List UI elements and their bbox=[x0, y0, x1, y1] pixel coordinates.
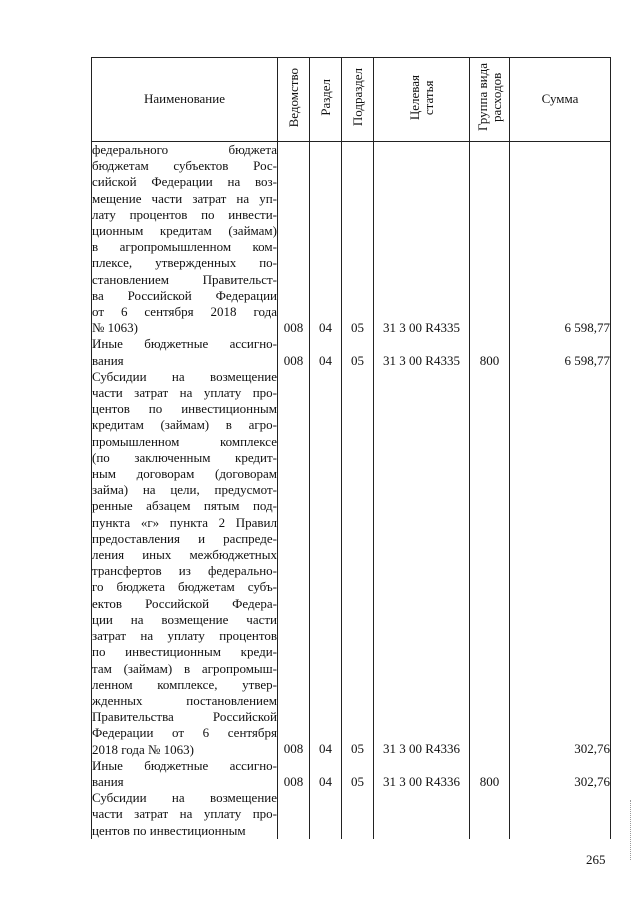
name-line: вания bbox=[92, 352, 124, 368]
table-row bbox=[92, 369, 611, 758]
cell-gruppa bbox=[470, 336, 510, 368]
cell-podrazdel bbox=[342, 142, 374, 337]
table-row bbox=[92, 336, 611, 368]
name-line: трансфертов из федерально- bbox=[92, 563, 277, 579]
value-celevaya: 31 3 00 R4336 bbox=[383, 741, 460, 757]
cell-celevaya bbox=[374, 142, 470, 337]
header-name: Наименование bbox=[92, 58, 278, 142]
cell-gruppa bbox=[470, 790, 510, 839]
value-razdel: 04 bbox=[319, 741, 332, 757]
name-line: сийской Федерации на воз- bbox=[92, 174, 277, 190]
name-line: становлением Правительст- bbox=[92, 271, 277, 287]
value-summa: 6 598,77 bbox=[564, 320, 610, 336]
name-line: от 6 сентября 2018 года bbox=[92, 304, 277, 320]
cell-name bbox=[92, 369, 278, 758]
cell-gruppa bbox=[470, 758, 510, 790]
cell-summa bbox=[510, 758, 611, 790]
value-razdel: 04 bbox=[319, 352, 332, 368]
name-line: федерального бюджета bbox=[92, 142, 277, 157]
value-podrazdel: 05 bbox=[351, 320, 364, 336]
value-vedomstvo: 008 bbox=[283, 773, 304, 789]
name-line: центов по инвестиционным bbox=[92, 401, 277, 417]
name-line: там (займам) в агропромыш- bbox=[92, 660, 277, 676]
scan-edge-mark bbox=[630, 800, 632, 860]
value-summa: 6 598,77 bbox=[564, 352, 610, 368]
name-line: ления иных межбюджетных bbox=[92, 547, 277, 563]
cell-summa bbox=[510, 142, 611, 337]
name-line: Федерации от 6 сентября bbox=[92, 725, 277, 741]
value-vedomstvo: 008 bbox=[283, 352, 304, 368]
cell-celevaya bbox=[374, 790, 470, 839]
name-line: Иные бюджетные ассигно- bbox=[92, 336, 277, 352]
cell-vedomstvo bbox=[278, 336, 310, 368]
name-line: пункта «г» пункта 2 Правил bbox=[92, 514, 277, 530]
cell-celevaya bbox=[374, 758, 470, 790]
name-line: ектов Российской Федера- bbox=[92, 595, 277, 611]
name-line: затрат на уплату процентов bbox=[92, 628, 277, 644]
name-line: части затрат на уплату про- bbox=[92, 806, 277, 822]
value-celevaya: 31 3 00 R4336 bbox=[383, 773, 460, 789]
header-vedomstvo: Ведомство bbox=[278, 58, 310, 142]
cell-vedomstvo bbox=[278, 369, 310, 758]
cell-razdel bbox=[310, 336, 342, 368]
name-line: № 1063) bbox=[92, 320, 138, 336]
name-line: по инвестиционным креди- bbox=[92, 644, 277, 660]
name-line: ренные абзацем пятым под- bbox=[92, 498, 277, 514]
header-gruppa: Группа вида расходов bbox=[470, 58, 510, 142]
cell-podrazdel bbox=[342, 758, 374, 790]
name-line: жденных постановлением bbox=[92, 692, 277, 708]
value-vedomstvo: 008 bbox=[283, 320, 304, 336]
value-gruppa: 800 bbox=[479, 352, 500, 368]
cell-name bbox=[92, 336, 278, 368]
value-summa: 302,76 bbox=[574, 741, 610, 757]
name-line: Субсидии на возмещение bbox=[92, 368, 277, 384]
cell-summa bbox=[510, 369, 611, 758]
cell-celevaya bbox=[374, 336, 470, 368]
name-line: ции на возмещение части bbox=[92, 611, 277, 627]
table-header bbox=[92, 58, 611, 142]
name-line: промышленном комплексе bbox=[92, 433, 277, 449]
cell-name bbox=[92, 142, 278, 337]
cell-celevaya bbox=[374, 369, 470, 758]
name-line: лату процентов по инвести- bbox=[92, 206, 277, 222]
header-celevaya: Целевая статья bbox=[374, 58, 470, 142]
cell-podrazdel bbox=[342, 369, 374, 758]
value-celevaya: 31 3 00 R4335 bbox=[383, 320, 460, 336]
cell-podrazdel bbox=[342, 336, 374, 368]
cell-podrazdel bbox=[342, 790, 374, 839]
value-podrazdel: 05 bbox=[351, 773, 364, 789]
name-line: предоставления и распреде- bbox=[92, 530, 277, 546]
name-line: ным договорам (договорам bbox=[92, 466, 277, 482]
name-line: ленном комплексе, утвер- bbox=[92, 676, 277, 692]
value-celevaya: 31 3 00 R4335 bbox=[383, 352, 460, 368]
cell-summa bbox=[510, 336, 611, 368]
value-vedomstvo: 008 bbox=[283, 741, 304, 757]
name-line: (по заключенным кредит- bbox=[92, 449, 277, 465]
name-line: в агропромышленном ком- bbox=[92, 239, 277, 255]
cell-razdel bbox=[310, 142, 342, 337]
cell-gruppa bbox=[470, 142, 510, 337]
name-line: части затрат на уплату про- bbox=[92, 385, 277, 401]
value-gruppa: 800 bbox=[479, 773, 500, 789]
name-line: Иные бюджетные ассигно- bbox=[92, 757, 277, 773]
cell-razdel bbox=[310, 790, 342, 839]
name-line: мещение части затрат на уп- bbox=[92, 190, 277, 206]
value-razdel: 04 bbox=[319, 320, 332, 336]
name-line: го бюджета бюджетам субъ- bbox=[92, 579, 277, 595]
name-line: плексе, утвержденных по- bbox=[92, 255, 277, 271]
header-razdel: Раздел bbox=[310, 58, 342, 142]
name-line: кредитам (займам) в агро- bbox=[92, 417, 277, 433]
cell-gruppa bbox=[470, 369, 510, 758]
header-summa: Сумма bbox=[510, 58, 611, 142]
cell-razdel bbox=[310, 369, 342, 758]
name-line: вания bbox=[92, 773, 124, 789]
value-podrazdel: 05 bbox=[351, 352, 364, 368]
name-line: ва Российской Федерации bbox=[92, 287, 277, 303]
table-row bbox=[92, 758, 611, 790]
header-podrazdel: Подраздел bbox=[342, 58, 374, 142]
cell-vedomstvo bbox=[278, 790, 310, 839]
name-line: займа) на цели, предусмот- bbox=[92, 482, 277, 498]
cell-name bbox=[92, 758, 278, 790]
value-razdel: 04 bbox=[319, 773, 332, 789]
table-row bbox=[92, 790, 611, 839]
cell-vedomstvo bbox=[278, 758, 310, 790]
page-number: 265 bbox=[586, 852, 606, 867]
budget-table bbox=[91, 57, 611, 839]
table-body bbox=[92, 142, 611, 839]
name-line: 2018 года № 1063) bbox=[92, 741, 195, 757]
name-line: Правительства Российской bbox=[92, 709, 277, 725]
table-row bbox=[92, 142, 611, 337]
name-line: ционным кредитам (займам) bbox=[92, 223, 277, 239]
cell-summa bbox=[510, 790, 611, 839]
cell-razdel bbox=[310, 758, 342, 790]
name-line: Субсидии на возмещение bbox=[92, 790, 277, 806]
name-line: бюджетам субъектов Рос- bbox=[92, 158, 277, 174]
name-line: центов по инвестиционным bbox=[92, 822, 246, 838]
value-podrazdel: 05 bbox=[351, 741, 364, 757]
cell-vedomstvo bbox=[278, 142, 310, 337]
value-summa: 302,76 bbox=[574, 773, 610, 789]
cell-name bbox=[92, 790, 278, 839]
